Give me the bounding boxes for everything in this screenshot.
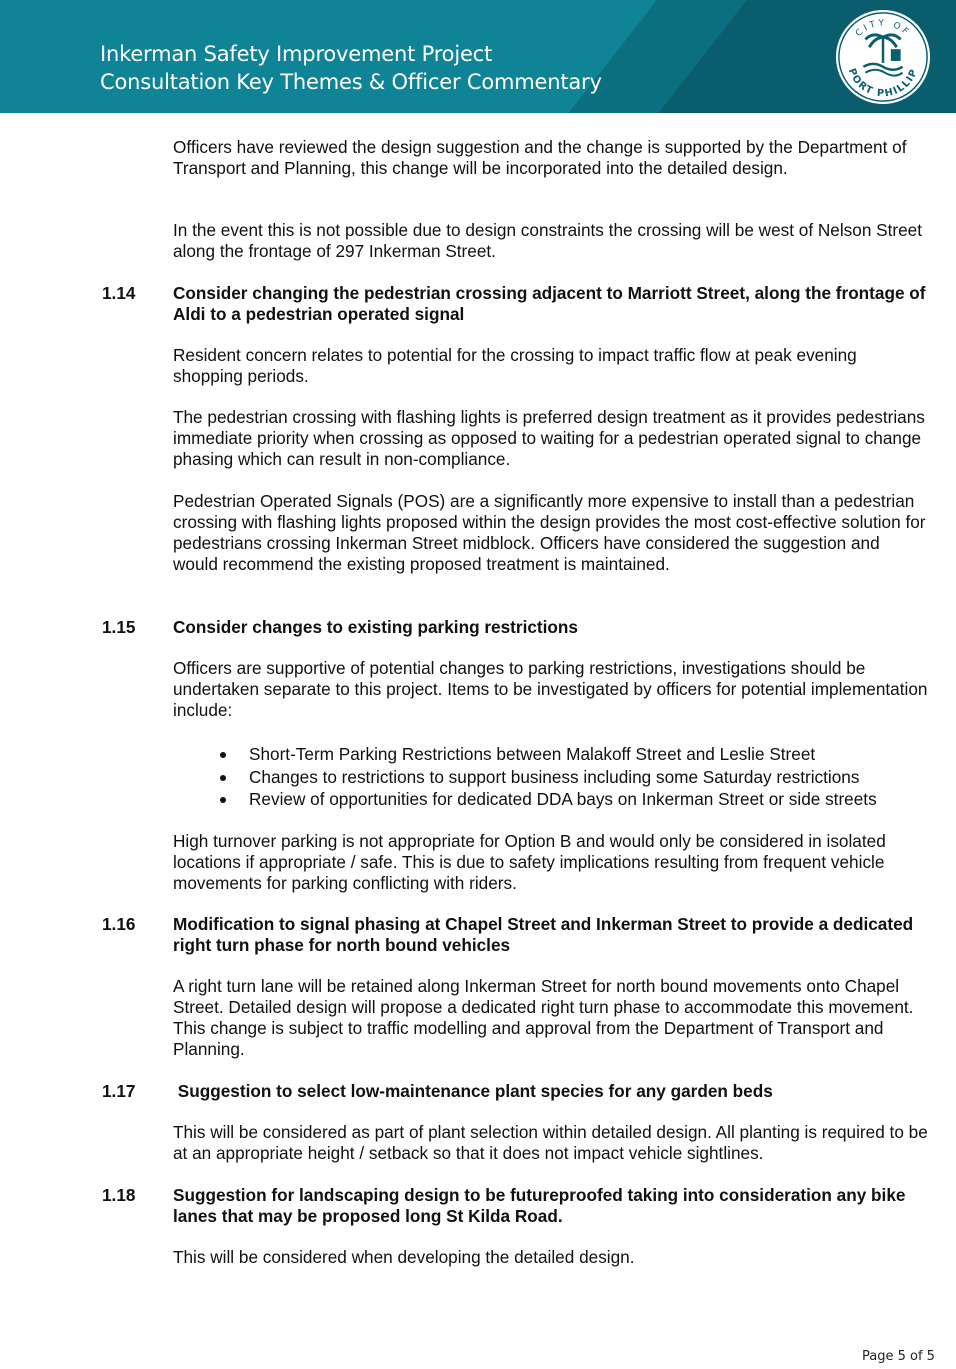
list-item-text: Short-Term Parking Restrictions between Malakoff Street and Leslie Street xyxy=(249,744,816,764)
list-item xyxy=(173,788,933,811)
city-of-port-phillip-logo xyxy=(834,8,932,106)
section-heading: Suggestion for landscaping design to be futureproofed taking into consideration any bike lanes that may be proposed long St Kilda Road. xyxy=(173,1185,906,1226)
list-item-text: Review of opportunities for dedicated DDA bays on Inkerman Street or side streets xyxy=(249,789,877,809)
bullet-icon xyxy=(220,775,226,781)
section-paragraph: Pedestrian Operated Signals (POS) are a significantly more expensive to install than a pedestrian crossing with flashing lights proposed within the design provides the most cost-effective solution for pedestrians crossing Inkerman Street midblock. Officers have considered the suggestion and would recommend the existing proposed treatment is maintained. xyxy=(173,491,926,574)
bullet-icon xyxy=(220,797,226,803)
section-paragraph: Officers are supportive of potential changes to parking restrictions, investigations should be undertaken separate to this project. Items to be investigated by officers for potential implementation include: xyxy=(173,658,928,720)
section-heading: Modification to signal phasing at Chapel Street and Inkerman Street to provide a dedicated right turn phase for north bound vehicles xyxy=(173,914,914,955)
svg-text:CITY OF: CITY OF xyxy=(853,18,913,39)
list-item-text: Changes to restrictions to support business including some Saturday restrictions xyxy=(249,766,860,787)
list-item xyxy=(173,743,933,766)
section-number: 1.17 xyxy=(102,1081,136,1101)
section-number: 1.15 xyxy=(102,617,136,637)
title-line-1: Inkerman Safety Improvement Project xyxy=(100,42,493,66)
intro-paragraph-2: In the event this is not possible due to design constraints the crossing will be west of Nelson Street along the frontage of 297 Inkerman Street. xyxy=(173,220,923,261)
section-paragraph: This will be considered when developing the detailed design. xyxy=(173,1247,635,1267)
bullet-list xyxy=(173,743,933,811)
page-number: Page 5 of 5 xyxy=(862,1349,935,1364)
section-number: 1.14 xyxy=(102,283,136,303)
intro-paragraph-1: Officers have reviewed the design suggestion and the change is supported by the Department of Transport and Planning, this change will be incorporated into the detailed design. xyxy=(173,137,907,178)
section-paragraph: A right turn lane will be retained along Inkerman Street for north bound movements onto Chapel Street. Detailed design will propose a dedicated right turn phase to accommodate this movement. This change is subject to traffic modelling and approval from the Department of Transport and Planning. xyxy=(173,976,914,1059)
page-header xyxy=(0,0,956,113)
section-number: 1.18 xyxy=(102,1185,136,1205)
section-number: 1.16 xyxy=(102,914,136,934)
list-item xyxy=(173,766,933,789)
title-line-2: Consultation Key Themes & Officer Commentary xyxy=(100,70,602,94)
section-paragraph: High turnover parking is not appropriate for Option B and would only be considered in isolated locations if appropriate / safe. This is due to safety implications resulting from frequent vehicle movements for parking conflicting with riders. xyxy=(173,831,886,893)
section-paragraph: The pedestrian crossing with flashing lights is preferred design treatment as it provides pedestrians immediate priority when crossing as opposed to waiting for a pedestrian operated signal to change phasing which can result in non-compliance. xyxy=(173,407,925,469)
document-title xyxy=(100,40,602,96)
bullet-icon xyxy=(220,752,226,758)
section-heading: Suggestion to select low-maintenance plant species for any garden beds xyxy=(173,1081,773,1101)
section-paragraph: Resident concern relates to potential for the crossing to impact traffic flow at peak evening shopping periods. xyxy=(173,345,857,386)
svg-text:PORT PHILLIP: PORT PHILLIP xyxy=(845,66,921,100)
section-paragraph: This will be considered as part of plant selection within detailed design. All planting is required to be at an appropriate height / setback so that it does not impact vehicle sightlines. xyxy=(173,1122,928,1163)
section-heading: Consider changing the pedestrian crossing adjacent to Marriott Street, along the frontage of Aldi to a pedestrian operated signal xyxy=(173,283,926,324)
section-heading: Consider changes to existing parking restrictions xyxy=(173,617,578,637)
